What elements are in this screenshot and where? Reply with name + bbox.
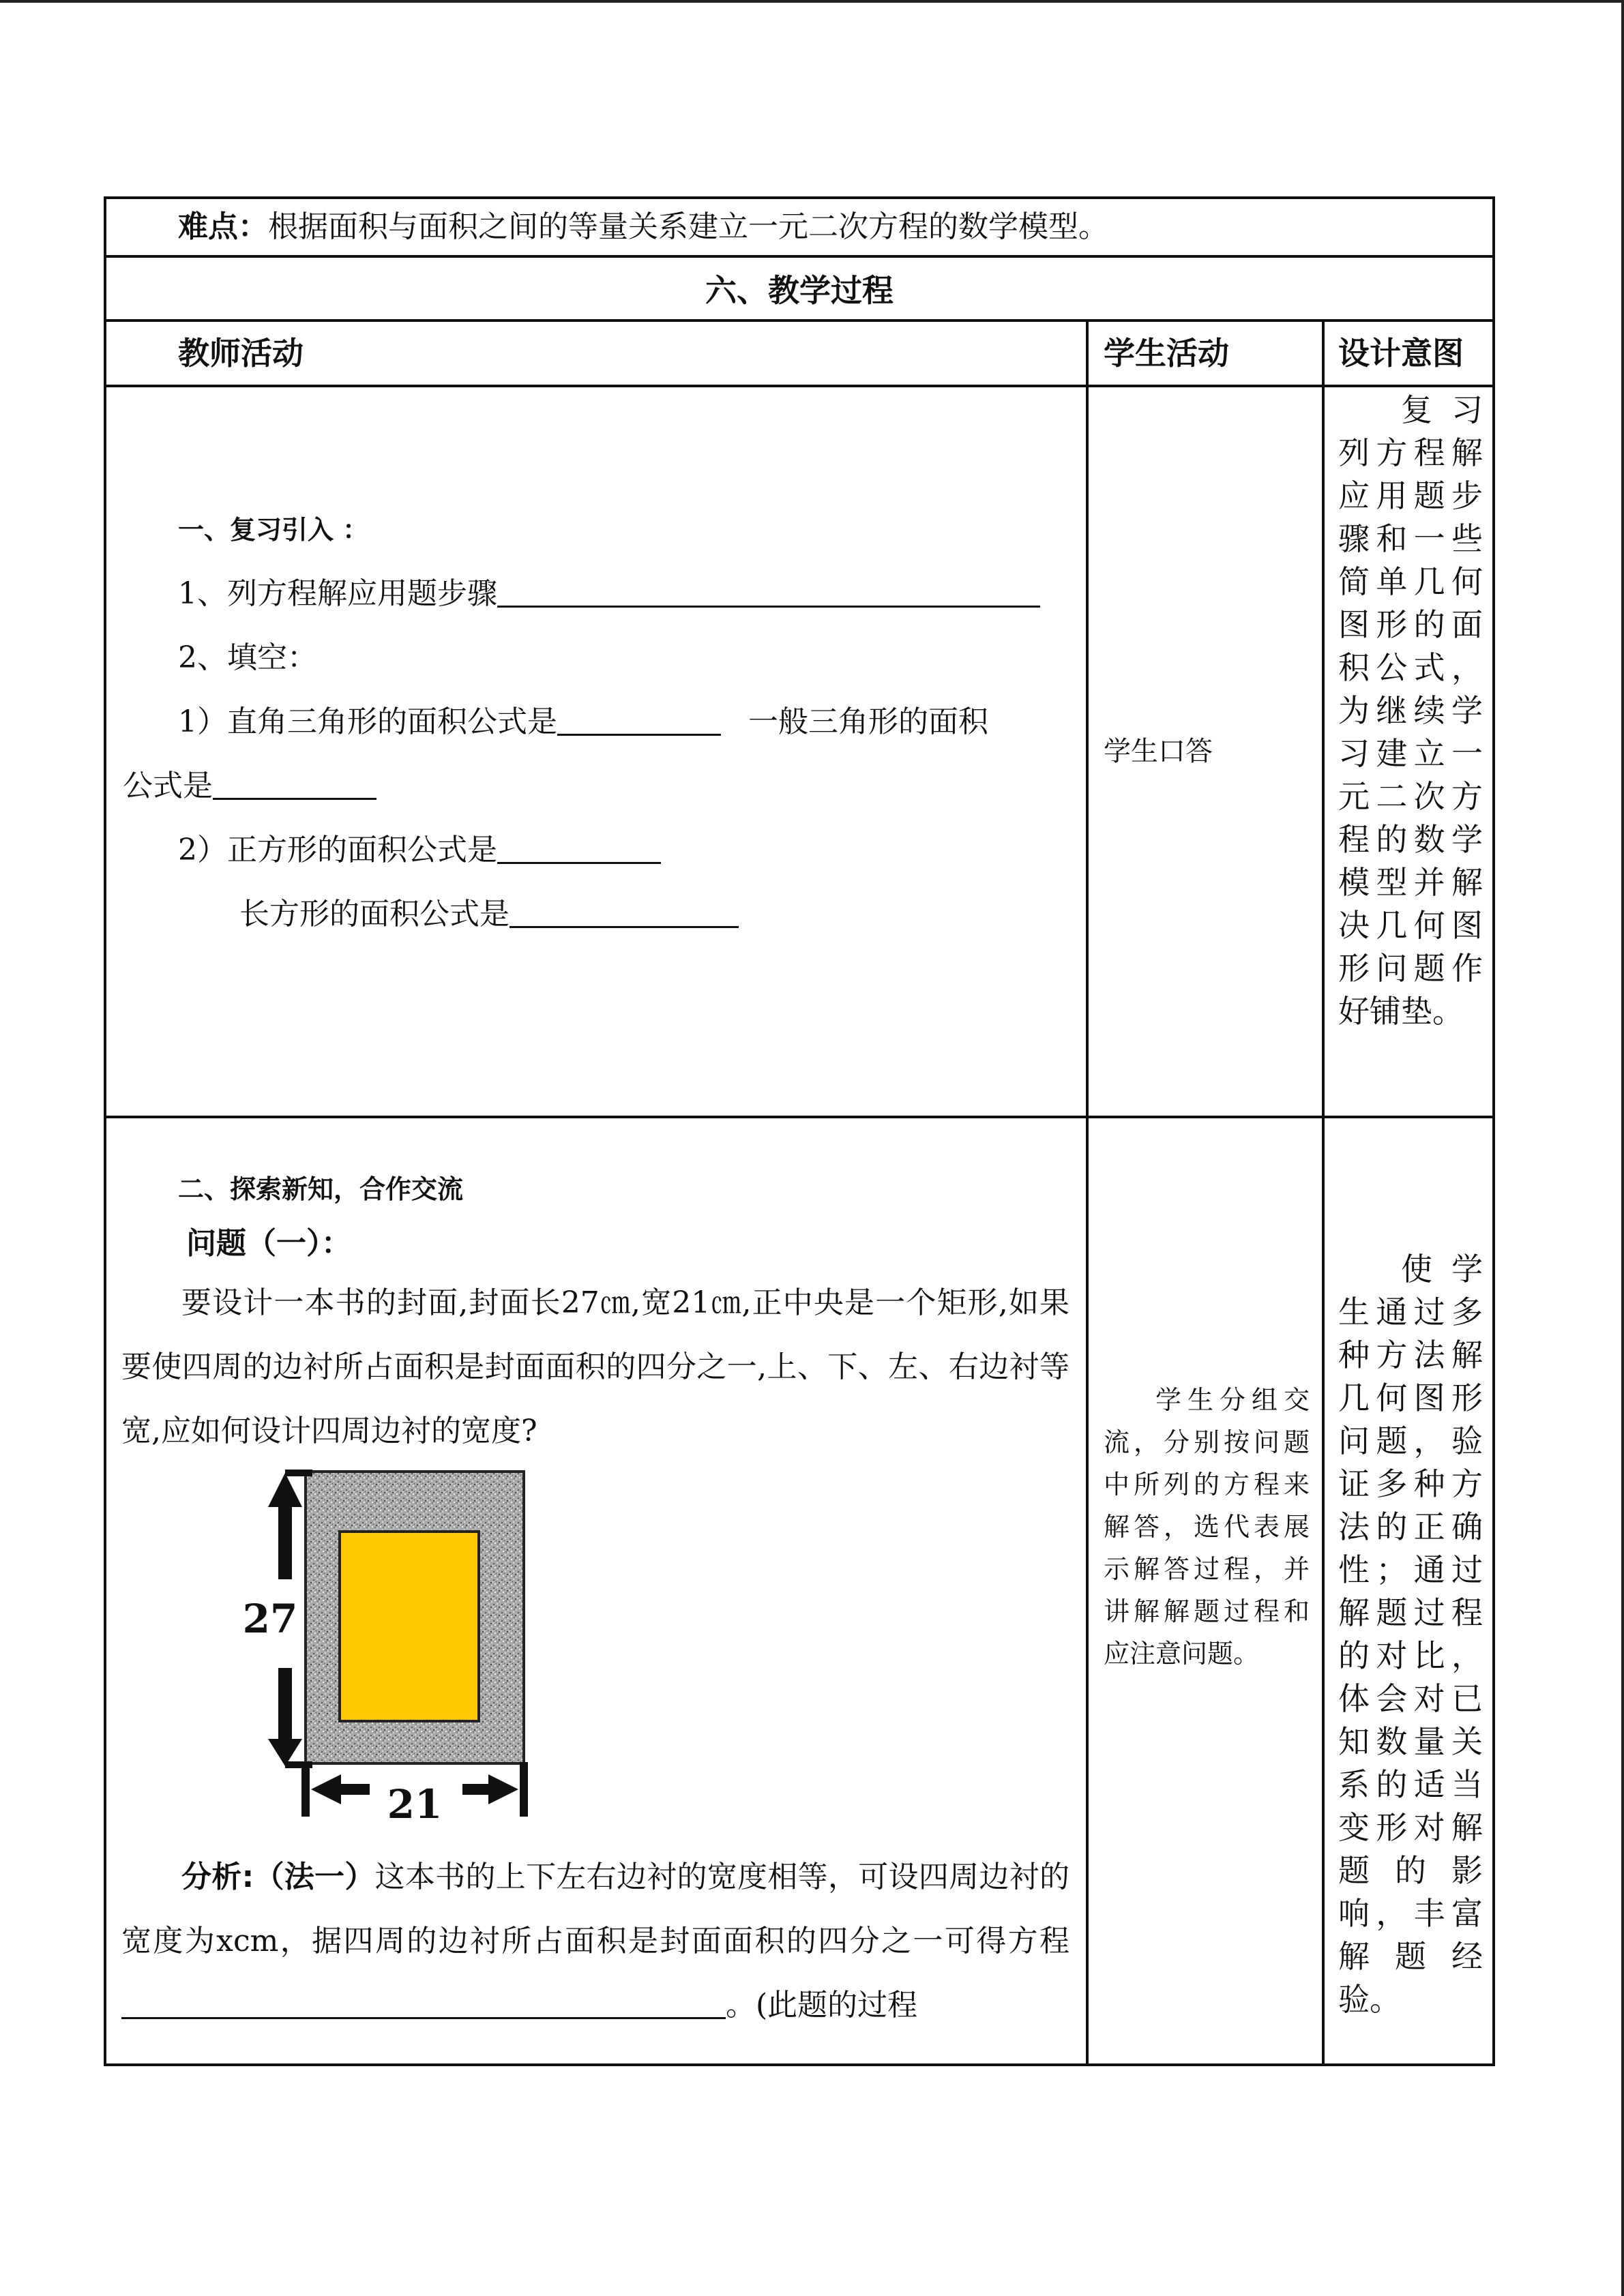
teaching-plan-table xyxy=(104,196,1495,2066)
review-item-3-cont: 公式是 xyxy=(106,754,1086,818)
question-text: 要设计一本书的封面,封面长27㎝,宽21㎝,正中央是一个矩形,如果要使四周的边衬所占面积是封面面积的四分之一,上、下、左、右边衬等宽,应如何设计四周边衬的宽度? xyxy=(121,1285,1069,1448)
review-item-5: 长方形的面积公式是 xyxy=(106,882,1086,946)
review-intent-text: 复习列方程解应用题步骤和一些简单几何图形的面积公式，为继续学习建立一元二次方程的数学模型并解决几何图形问题作好铺垫。 xyxy=(1338,391,1483,1030)
analysis-text: 分析:（法一）这本书的上下左右边衬的宽度相等，可设四周边衬的宽度为xcm，据四周的边衬所占面积是封面面积的四分之一可得方程。(此题的过程 xyxy=(121,1860,1069,2023)
header-teacher: 教师活动 xyxy=(178,335,304,372)
review-item-1: 1、列方程解应用题步骤 xyxy=(106,562,1086,626)
header-row xyxy=(105,320,1494,386)
difficulty-label: 难点： xyxy=(178,209,268,244)
header-intent: 设计意图 xyxy=(1338,335,1464,372)
review-item-4: 2）正方形的面积公式是 xyxy=(106,818,1086,882)
review-item-2: 2、填空： xyxy=(178,640,317,675)
explore-student-text: 学生分组交流，分别按问题中所列的方程来解答，选代表展示解答过程，并讲解解题过程和应注意问题。 xyxy=(1104,1385,1310,1669)
book-cover-diagram xyxy=(190,1463,544,1845)
explore-heading: 二、探索新知，合作交流 xyxy=(178,1174,464,1204)
difficulty-row xyxy=(105,198,1494,256)
review-row xyxy=(105,386,1494,1117)
difficulty-line xyxy=(106,200,1492,254)
explore-teacher-cell xyxy=(105,1117,1087,2065)
page-top-border xyxy=(0,0,1624,3)
section-title-row xyxy=(105,256,1494,320)
page-right-border xyxy=(1621,0,1624,2296)
figure-width-label: 21 xyxy=(387,1781,443,1828)
review-student-text: 学生口答 xyxy=(1104,736,1213,767)
review-teacher-cell xyxy=(105,386,1087,1117)
book-cover-figure xyxy=(121,1463,1069,1845)
difficulty-text: 根据面积与面积之间的等量关系建立一元二次方程的数学模型。 xyxy=(268,209,1108,244)
explore-row xyxy=(105,1117,1494,2065)
review-heading: 一、复习引入 ： xyxy=(178,515,369,545)
header-student: 学生活动 xyxy=(1104,335,1229,372)
explore-student-cell xyxy=(1087,1117,1323,2065)
explore-intent-cell xyxy=(1323,1117,1494,2065)
review-item-3: 1）直角三角形的面积公式是 一般三角形的面积 xyxy=(178,704,988,739)
review-intent-cell xyxy=(1323,386,1494,1117)
review-student-cell xyxy=(1087,386,1323,1117)
section-title: 六、教学过程 xyxy=(705,272,894,309)
figure-height-label: 27 xyxy=(242,1596,298,1642)
question-label: 问题（一）： xyxy=(186,1226,351,1261)
explore-intent-text: 使学生通过多种方法解几何图形问题，验证多种方法的正确性；通过解题过程的对比，体会对已知数量关系的适当变形对解题的影响，丰富解题经验。 xyxy=(1338,1251,1483,2018)
